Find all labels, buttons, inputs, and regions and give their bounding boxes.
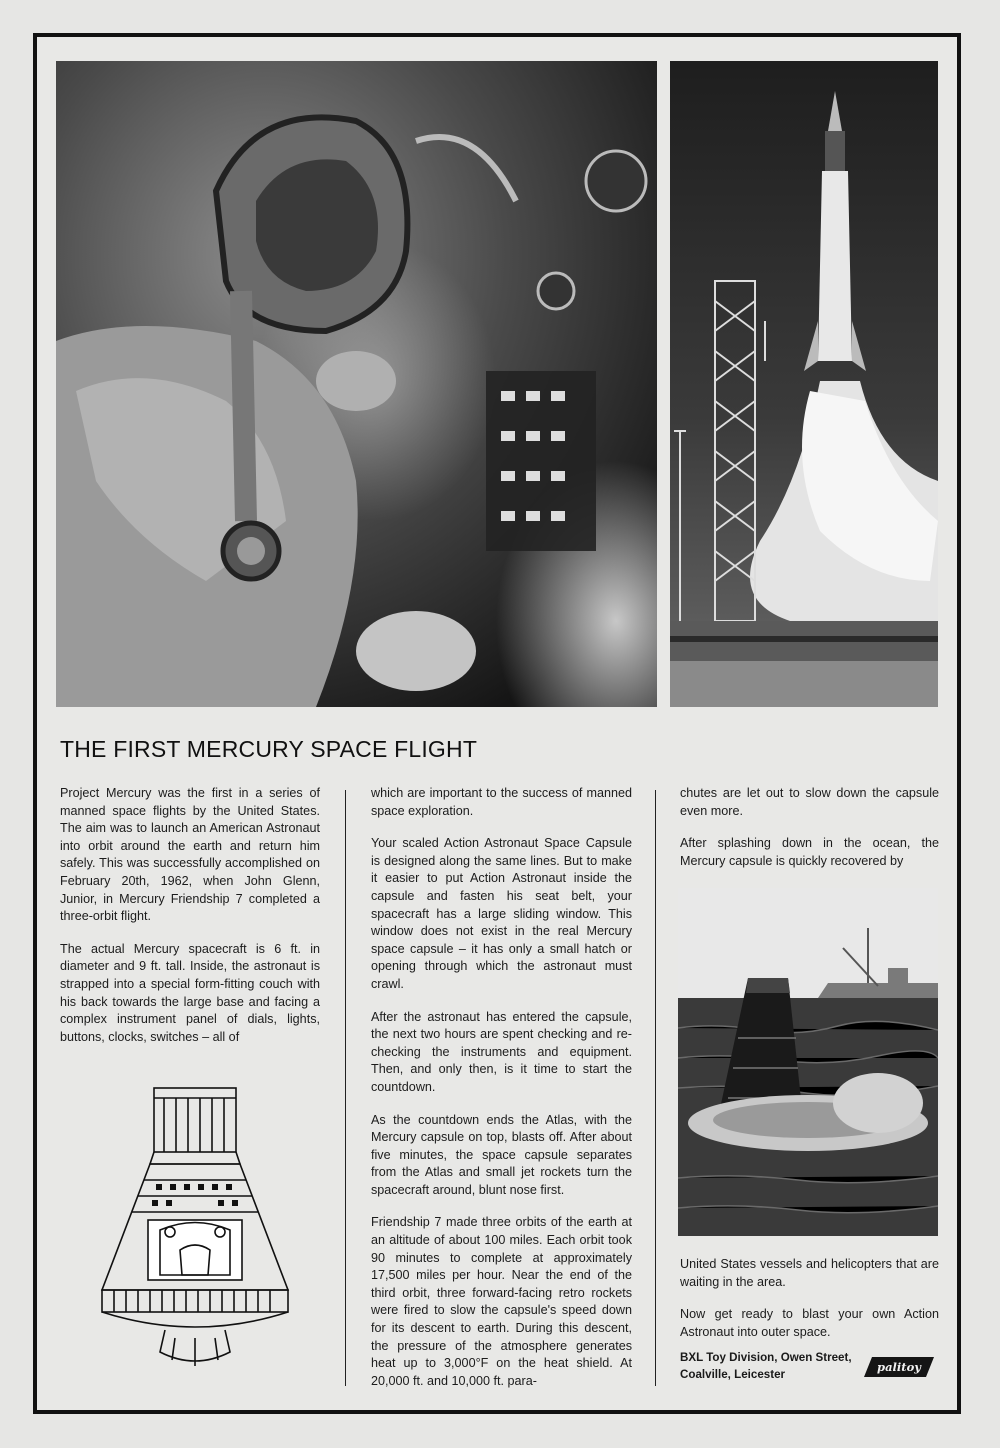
paragraph: After the astronaut has entered the capsule, the next two hours are spent checking and re-checking the instruments and equipment. Then, and only then, is it time to start the countdown.	[371, 1009, 632, 1094]
paragraph: After splashing down in the ocean, the Mercury capsule is quickly recovered by	[680, 836, 939, 868]
paragraph: The actual Mercury spacecraft is 6 ft. in diameter and 9 ft. tall. Inside, the astronaut is strapped into a special form-fitting couch with his back towards the large base and facing a complex instrument panel of dials, lights, buttons, clocks, switches – all of	[60, 941, 320, 1044]
column-divider	[655, 790, 656, 1386]
paragraph: chutes are let out to slow down the capsule even more.	[680, 786, 939, 818]
paragraph: As the countdown ends the Atlas, with the Mercury capsule on top, blasts off. After about five minutes, the space capsule separates from the Atlas and small jet rockets turn the spacecraft around, blunt nose first.	[371, 1112, 632, 1197]
paragraph: Your scaled Action Astronaut Space Capsule is designed along the same lines. But to make it easier to put Action Astronaut inside the capsule and fasten his seat belt, your spacecraft has a large sliding window. This window does not exist in the real Mercury space capsule – it has only a small hatch or opening through which the astronaut must crawl.	[371, 836, 632, 991]
text-column-2	[371, 785, 632, 1405]
paragraph: Friendship 7 made three orbits of the earth at an altitude of about 100 miles. Each orbit took 90 minutes to complete at approximately 17,500 miles per hour. Near the end of the third orbit, three forward-facing retro rockets were fired to slow the capsule's speed down for its descent to earth. During this descent, the pressure of the atmosphere generates heat up to 3,000°F on the heat shield. At 20,000 ft. and 10,000 ft. para-	[371, 1215, 632, 1388]
capsule-recovery-photo	[678, 888, 938, 1236]
imprint-line-1: BXL Toy Division, Owen Street,	[680, 1351, 852, 1364]
mercury-capsule-diagram	[90, 1080, 300, 1370]
logo-text: palitoy	[877, 1360, 921, 1374]
palitoy-logo	[864, 1356, 934, 1378]
paragraph: United States vessels and helicopters that are waiting in the area.	[680, 1257, 939, 1289]
text-column-1	[60, 785, 320, 1061]
text-column-3-bottom	[680, 1256, 939, 1356]
paragraph: Now get ready to blast your own Action Astronaut into outer space.	[680, 1307, 939, 1339]
column-divider	[345, 790, 346, 1386]
atlas-launch-photo	[670, 61, 938, 707]
text-column-3-top	[680, 785, 939, 885]
article-title: THE FIRST MERCURY SPACE FLIGHT	[60, 736, 478, 762]
imprint-line-2: Coalville, Leicester	[680, 1368, 786, 1381]
publisher-imprint	[680, 1349, 852, 1383]
paragraph: Project Mercury was the first in a series of manned space flights by the United States. The aim was to launch an American Astronaut into orbit around the earth and return him safely. This was successfully accomplished on February 20th, 1962, when John Glenn, Junior, in Mercury Friendship 7 completed a three-orbit flight.	[60, 786, 320, 924]
paragraph: which are important to the success of manned space exploration.	[371, 786, 632, 818]
astronaut-cockpit-photo	[56, 61, 657, 707]
